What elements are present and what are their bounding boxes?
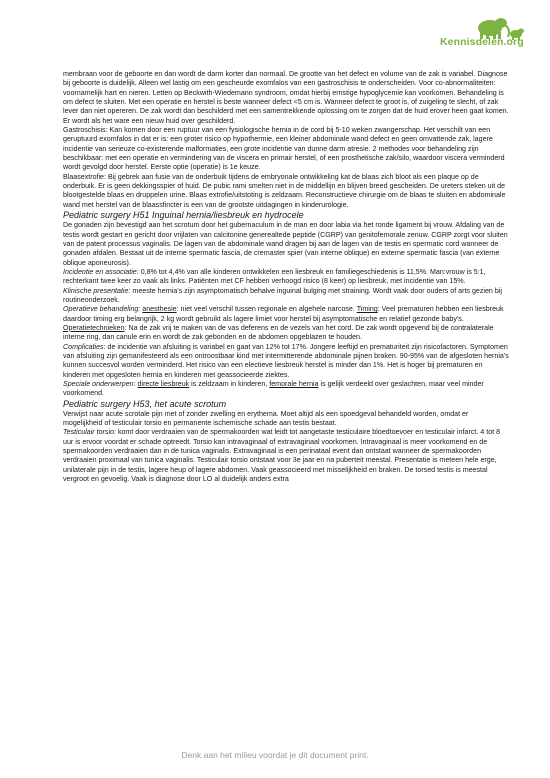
footer-note: Denk aan het milieu voordat je dit document print. [181, 750, 369, 760]
term-text: : Na de zak vrij te maken van de vas deferens en de vezels van het cord. De zak wordt opgevend bij de contralaterale interne ring, dan canule erin en wordt de zak gebonden en de abdomen opgeblazen te houden. [63, 323, 494, 342]
term-label: Klinische presentatie: [63, 286, 131, 295]
paragraph [63, 428, 509, 484]
logo-text: Kennisdelen.org [440, 36, 524, 48]
paragraph: Verwijst naar acute scrotale pijn met of zonder zwelling en erythema. Moet altijd als een spoedgeval behandeld worden, omdat er mogelijkheid of testiculair torsio en permanente ischemische schade aan testis bestaat. [63, 409, 469, 428]
paragraph [63, 380, 509, 399]
term-label: Complicaties: [63, 342, 106, 351]
paragraph: Gastroschisis: Kan komen door een ruptuur van een fysiologische hernia in de cord bij 5-10 weken zwangerschap. Het verschilt van een geruptuurd exomfalos in dat er is: een groter risico op hypothermie, een kleiner abdominale wand defect en geen omvattende zak, lagere incidentie van serieuze co-existerende malformaties, een grote incidentie van dunne darm atresie. 2 methodes voor behandeling zijn beschikbaar: met een operatie en vermindering van de viscera en primair herstel, of een prosthetische zak/silo, waardoor viscera verminderd wordt gevolgd door herstel. Eerste optie (operatie) is 1e keuze. [63, 126, 505, 172]
section-heading: Pediatric surgery H53, het acute scrotum [63, 398, 227, 409]
logo [400, 14, 528, 58]
term-text: meeste hernia's zijn asymptomatisch behalve inguinal bulging met straining. Wordt vaak door ouders of arts gezien bij routineonderzoek. [63, 286, 502, 304]
term-text: komt door verdraaien van de spermakoorden wat leidt tot aangetaste testiculaire bloedtoevoer en testiculair infarct. 4 tot 8 uur is ervoor voordat er schade optreedt. Torsio kan intravaginaal of extravaginaal voorkomen. Intravaginaal is meer voorkomend en de spermakoorden verdraaien dan in de tunica vaginalis. Extravaginaal is een perinataal event dan ontstaat wanneer de spermakoorden verdraaien proximaal van tunica vaginalis. Testiculair torsio ontstaat voor 3e jaar en na puberteit meestal. Presentatie is meteen hele erge, unilaterale pijn in de testis, lagere heup of lagere abdomen. Vaak geassocieerd met misselijkheid en braken. De torsed testis is meestal vergroot en gevoelig. Vaak is diagnose door LO al duidelijk anders extra [63, 428, 501, 484]
term-label: Speciale onderwerpen: [63, 380, 136, 388]
paragraph [63, 287, 509, 306]
paragraph: De gonaden zijn bevestigd aan het scrotum door het gubernaculum in de man en door labia via het ronde ligament bij vrouw. Afdaling van de testis wordt gestart en gericht door vrijlaten van calcitonine generealtede peptide (CGRP) van genitofemorale zenuw. CGRP zorgt voor sluiten van de patent processus vaginalis. De lagen van de abdominale wand dragen bij aan de lagen van de testis en spermatic cord wanneer de gonaden afdalen. Bestaat uit de interne spermatic fascia, de cremaster spier (van interne oblique) en externe spermatic fascia (van externe oblique aponeurosis). [63, 221, 508, 267]
term-label: Operatieve behandeling: [63, 305, 141, 314]
paragraph [63, 343, 509, 380]
section-heading: Pediatric surgery H51 Inguinal hernia/liesbreuk en hydrocele [63, 210, 304, 221]
term-text: 0,8% tot 4,4% van alle kinderen ontwikkelen een liesbreuk en familiegeschiedenis is 11,5%. Man:vrouw is 5:1, rechterkant twee keer zo vaak als links. Patiënten met CF hebben verhoogd risico (8 keer) op liesbreuk, met incidentie van 15%. [63, 267, 486, 286]
term-text: : Veel prematuren hebben een liesbreuk daardoor timing erg belangrijk, 2 kg wordt gebruikt als lagere limiet voor herstel bij asymptomatische en relatief gezonde baby's. [63, 305, 504, 323]
subterm-label: Operatietechnieken [63, 323, 125, 332]
subterm-label: femorale hernia [269, 380, 319, 388]
term-text: : niet veel verschil tussen regionale en algehele narcose. [176, 305, 357, 314]
term-label: Testiculair torsio: [63, 428, 116, 437]
subterm-label: Timing [356, 305, 378, 314]
term-text: is zeldzaam in kinderen, [189, 380, 270, 388]
document-body [63, 70, 509, 484]
term-text: de incidentie van afsluiting is variabel en gaat van 12% tot 17%. Jongere leeftijd en prematuriteit zijn risicofactoren. Symptomen van afsluiting zijn gemanifesteerd als een ontroostbaar kind met intermitterende abdominale pijnen braken. 90-95% van de afgesloten hernia's kunnen succesvol worden verminderd. Het risico van een electieve liesbreuk herstel is minder dan 1%. Het is hoger bij prematuren en kinderen met opgesloten hernia en kinderen met geassocieerde ziektes. [63, 342, 509, 379]
subterm-label: anesthesie [142, 305, 177, 314]
subterm-label: directe liesbreuk [137, 380, 190, 388]
paragraph [63, 305, 509, 342]
term-label: Incidentie en associatie: [63, 267, 139, 276]
paragraph [63, 268, 509, 287]
paragraph: membraan voor de geboorte en dan wordt de darm korter dan normaal. De grootte van het defect en volume van de zak is variabel. Diagnose bij geboorte is duidelijk. Alleen wel lastig om een gescheurde exomfalos van een gastroschisis te onderscheiden. Voor co-abnormaliteiten: voornamelijk hart en nieren. Letten op Beckwith-Wiedemann syndroom, omdat hierbij ernstige hypoglycemie kan voorkomen. Behandeling is om defect te sluiten. Met een operatie en herstel is beste wanneer defect <5 cm is. Wanneer defect te groot is, of zuigeling te slecht, of zak lever dan niet opereren. De zak wordt dan beschilderd met een samentrekkende oplossing om te zorgen dat de huid erover heen gaat komen. Er wordt als het ware een nieuw huid over geschilderd. [63, 70, 509, 125]
term-text: is gelijk verdeeld over geslachten, maar veel minder voorkomend. [63, 380, 484, 398]
paragraph: Blaasextrofie: Bij gebrek aan fusie van de onderbuik tijdens de embryonale ontwikkeling kat de blaas zich bloot als een plaque op de onderbuik. Er is geen dekkingsspier of huid. De pubic rami smelten niet in de middellijn en blijven breed gescheiden. De ureters steken uit de blootgestelde blaas en druppelen urine. Blaas extrofie/uitstoting is zeldzaam. Reconstructieve chirurgie om de blaas te sluiten en abdominale wand met herstel van de blaassfincter is een van de grootste uitdagingen in kinderurologie. [63, 172, 506, 209]
